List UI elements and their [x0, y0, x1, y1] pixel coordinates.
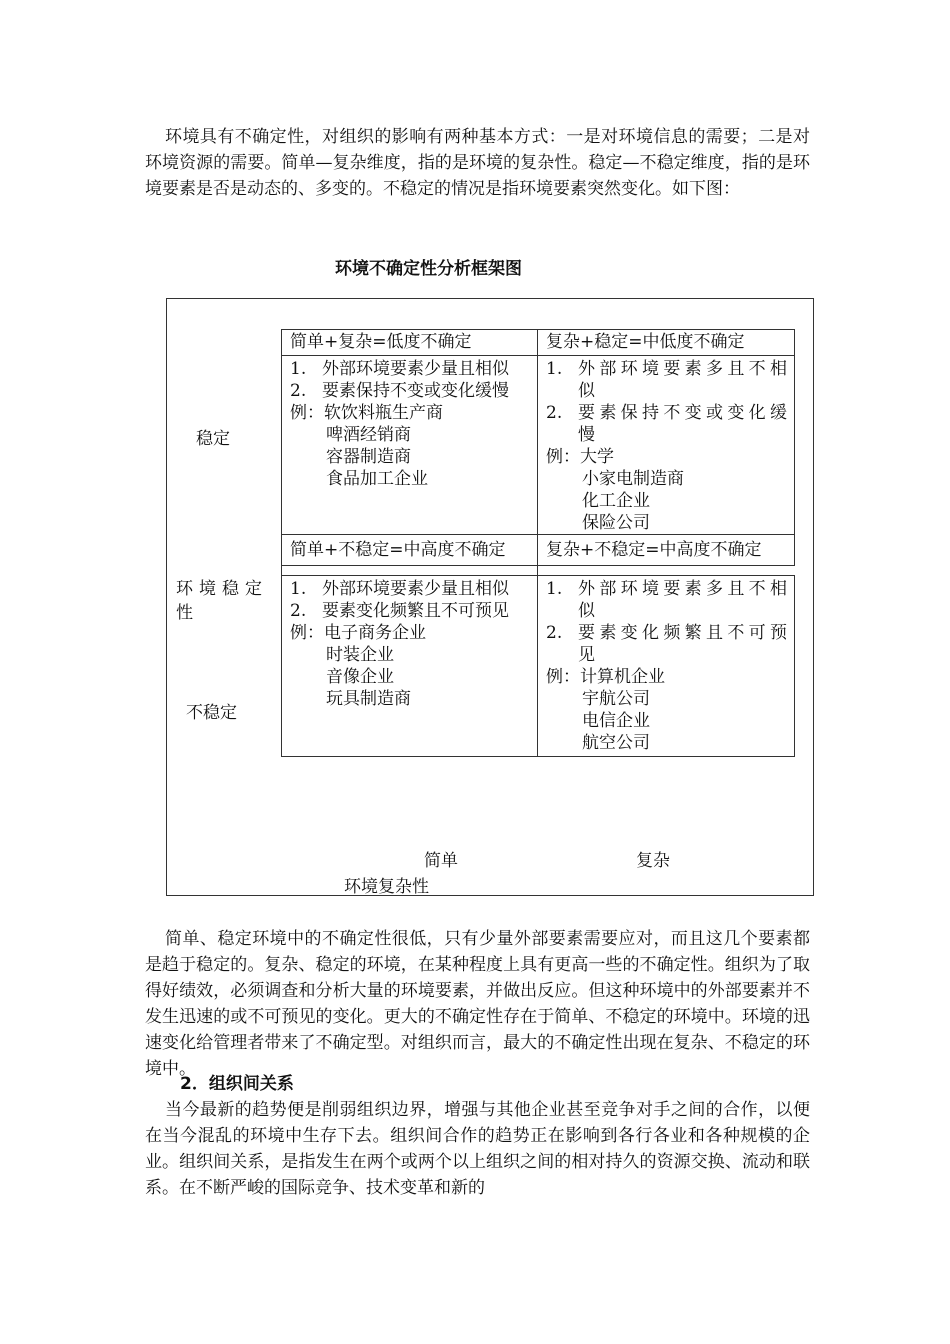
intro-paragraph: 环境具有不确定性，对组织的影响有两种基本方式：一是对环境信息的需要；二是对环境资源的需要。简单—复杂维度，指的是环境的复杂性。稳定—不稳定维度，指的是环境要素是否是动态的、多变的。不稳定的情况是指环境要素突然变化。如下图： [145, 127, 810, 199]
item-number: 1. [290, 359, 307, 379]
list-item [546, 578, 790, 622]
example-line [546, 666, 790, 688]
example-line [290, 402, 533, 424]
list-item [290, 358, 533, 380]
example-item: 航空公司 [582, 733, 650, 753]
item-number: 2. [546, 403, 563, 423]
figure-title: 环境不确定性分析框架图 [335, 259, 522, 279]
x-axis-title: 环境复杂性 [344, 877, 429, 897]
cell-header-text: 简单+复杂=低度不确定 [290, 332, 472, 352]
example-item: 小家电制造商 [582, 469, 684, 489]
cell-top-left [281, 355, 538, 535]
example-item: 容器制造商 [326, 447, 411, 467]
item-text: 要素变化频繁且不可预见 [578, 623, 790, 665]
list-item [546, 402, 790, 446]
item-number: 2. [290, 381, 307, 401]
cell-top-right [537, 355, 795, 535]
example-item: 保险公司 [582, 513, 650, 533]
cell-bottom-right-header [537, 534, 795, 566]
example-line [290, 622, 533, 644]
example-item: 时装企业 [326, 645, 394, 665]
item-number: 1. [546, 359, 563, 379]
cell-header-text: 复杂+不稳定=中高度不确定 [546, 540, 762, 560]
item-text: 要素变化频繁且不可预见 [322, 601, 509, 621]
item-number: 2. [290, 601, 307, 621]
item-text: 要素保持不变或变化缓慢 [578, 403, 790, 445]
cell-bottom-right [537, 575, 795, 757]
example-label: 例： [546, 667, 580, 687]
cell-header-text: 复杂+稳定=中低度不确定 [546, 332, 745, 352]
x-axis-simple-label: 简单 [424, 851, 458, 871]
cell-bottom-left-header [281, 534, 538, 566]
example-item: 化工企业 [582, 491, 650, 511]
example-item: 大学 [580, 447, 614, 467]
item-number: 1. [546, 579, 563, 599]
list-item [290, 578, 533, 600]
example-line [546, 446, 790, 468]
y-axis-unstable-label: 不稳定 [186, 703, 237, 723]
example-item: 宇航公司 [582, 689, 650, 709]
cell-top-left-header [281, 329, 538, 356]
example-label: 例： [546, 447, 580, 467]
item-text: 外部环境要素多且不相似 [578, 359, 790, 401]
example-item: 音像企业 [326, 667, 394, 687]
cell-bottom-left [281, 575, 538, 757]
item-text: 外部环境要素多且不相似 [578, 579, 790, 621]
analysis-paragraph: 简单、稳定环境中的不确定性很低，只有少量外部要素需要应对，而且这几个要素都是趋于稳定的。复杂、稳定的环境，在某种程度上具有更高一些的不确定性。组织为了取得好绩效，必须调查和分析大量的环境要素，并做出反应。但这种环境中的外部要素并不发生迅速的或不可预见的变化。更大的不确定性存在于简单、不稳定的环境中。环境的迅速变化给管理者带来了不确定型。对组织而言，最大的不确定性出现在复杂、不稳定的环境中。 [145, 929, 810, 1079]
x-axis-complex-label: 复杂 [636, 851, 670, 871]
example-item: 计算机企业 [580, 667, 665, 687]
item-number: 2. [546, 623, 563, 643]
divider [281, 566, 282, 575]
item-text: 外部环境要素少量且相似 [322, 359, 509, 379]
item-text: 要素保持不变或变化缓慢 [322, 381, 509, 401]
cell-header-text: 简单+不稳定=中高度不确定 [290, 540, 506, 560]
y-axis-title: 环境稳定性 [176, 579, 268, 623]
section-heading: 2．组织间关系 [180, 1074, 294, 1094]
list-item [546, 622, 790, 666]
example-item: 食品加工企业 [326, 469, 428, 489]
example-item: 软饮料瓶生产商 [324, 403, 443, 423]
example-item: 电信企业 [582, 711, 650, 731]
divider [537, 566, 538, 575]
list-item [290, 380, 533, 402]
example-item: 玩具制造商 [326, 689, 411, 709]
list-item [546, 358, 790, 402]
section-paragraph: 当今最新的趋势便是削弱组织边界，增强与其他企业甚至竞争对手之间的合作，以便在当今混乱的环境中生存下去。组织间合作的趋势正在影响到各行各业和各种规模的企业。组织间关系，是指发生在两个或两个以上组织之间的相对持久的资源交换、流动和联系。在不断严峻的国际竞争、技术变革和新的 [145, 1100, 810, 1198]
example-label: 例： [290, 623, 324, 643]
example-label: 例： [290, 403, 324, 423]
item-text: 外部环境要素少量且相似 [322, 579, 509, 599]
example-item: 啤酒经销商 [326, 425, 411, 445]
list-item [290, 600, 533, 622]
cell-top-right-header [537, 329, 795, 356]
item-number: 1. [290, 579, 307, 599]
example-item: 电子商务企业 [324, 623, 426, 643]
y-axis-stable-label: 稳定 [196, 429, 230, 449]
